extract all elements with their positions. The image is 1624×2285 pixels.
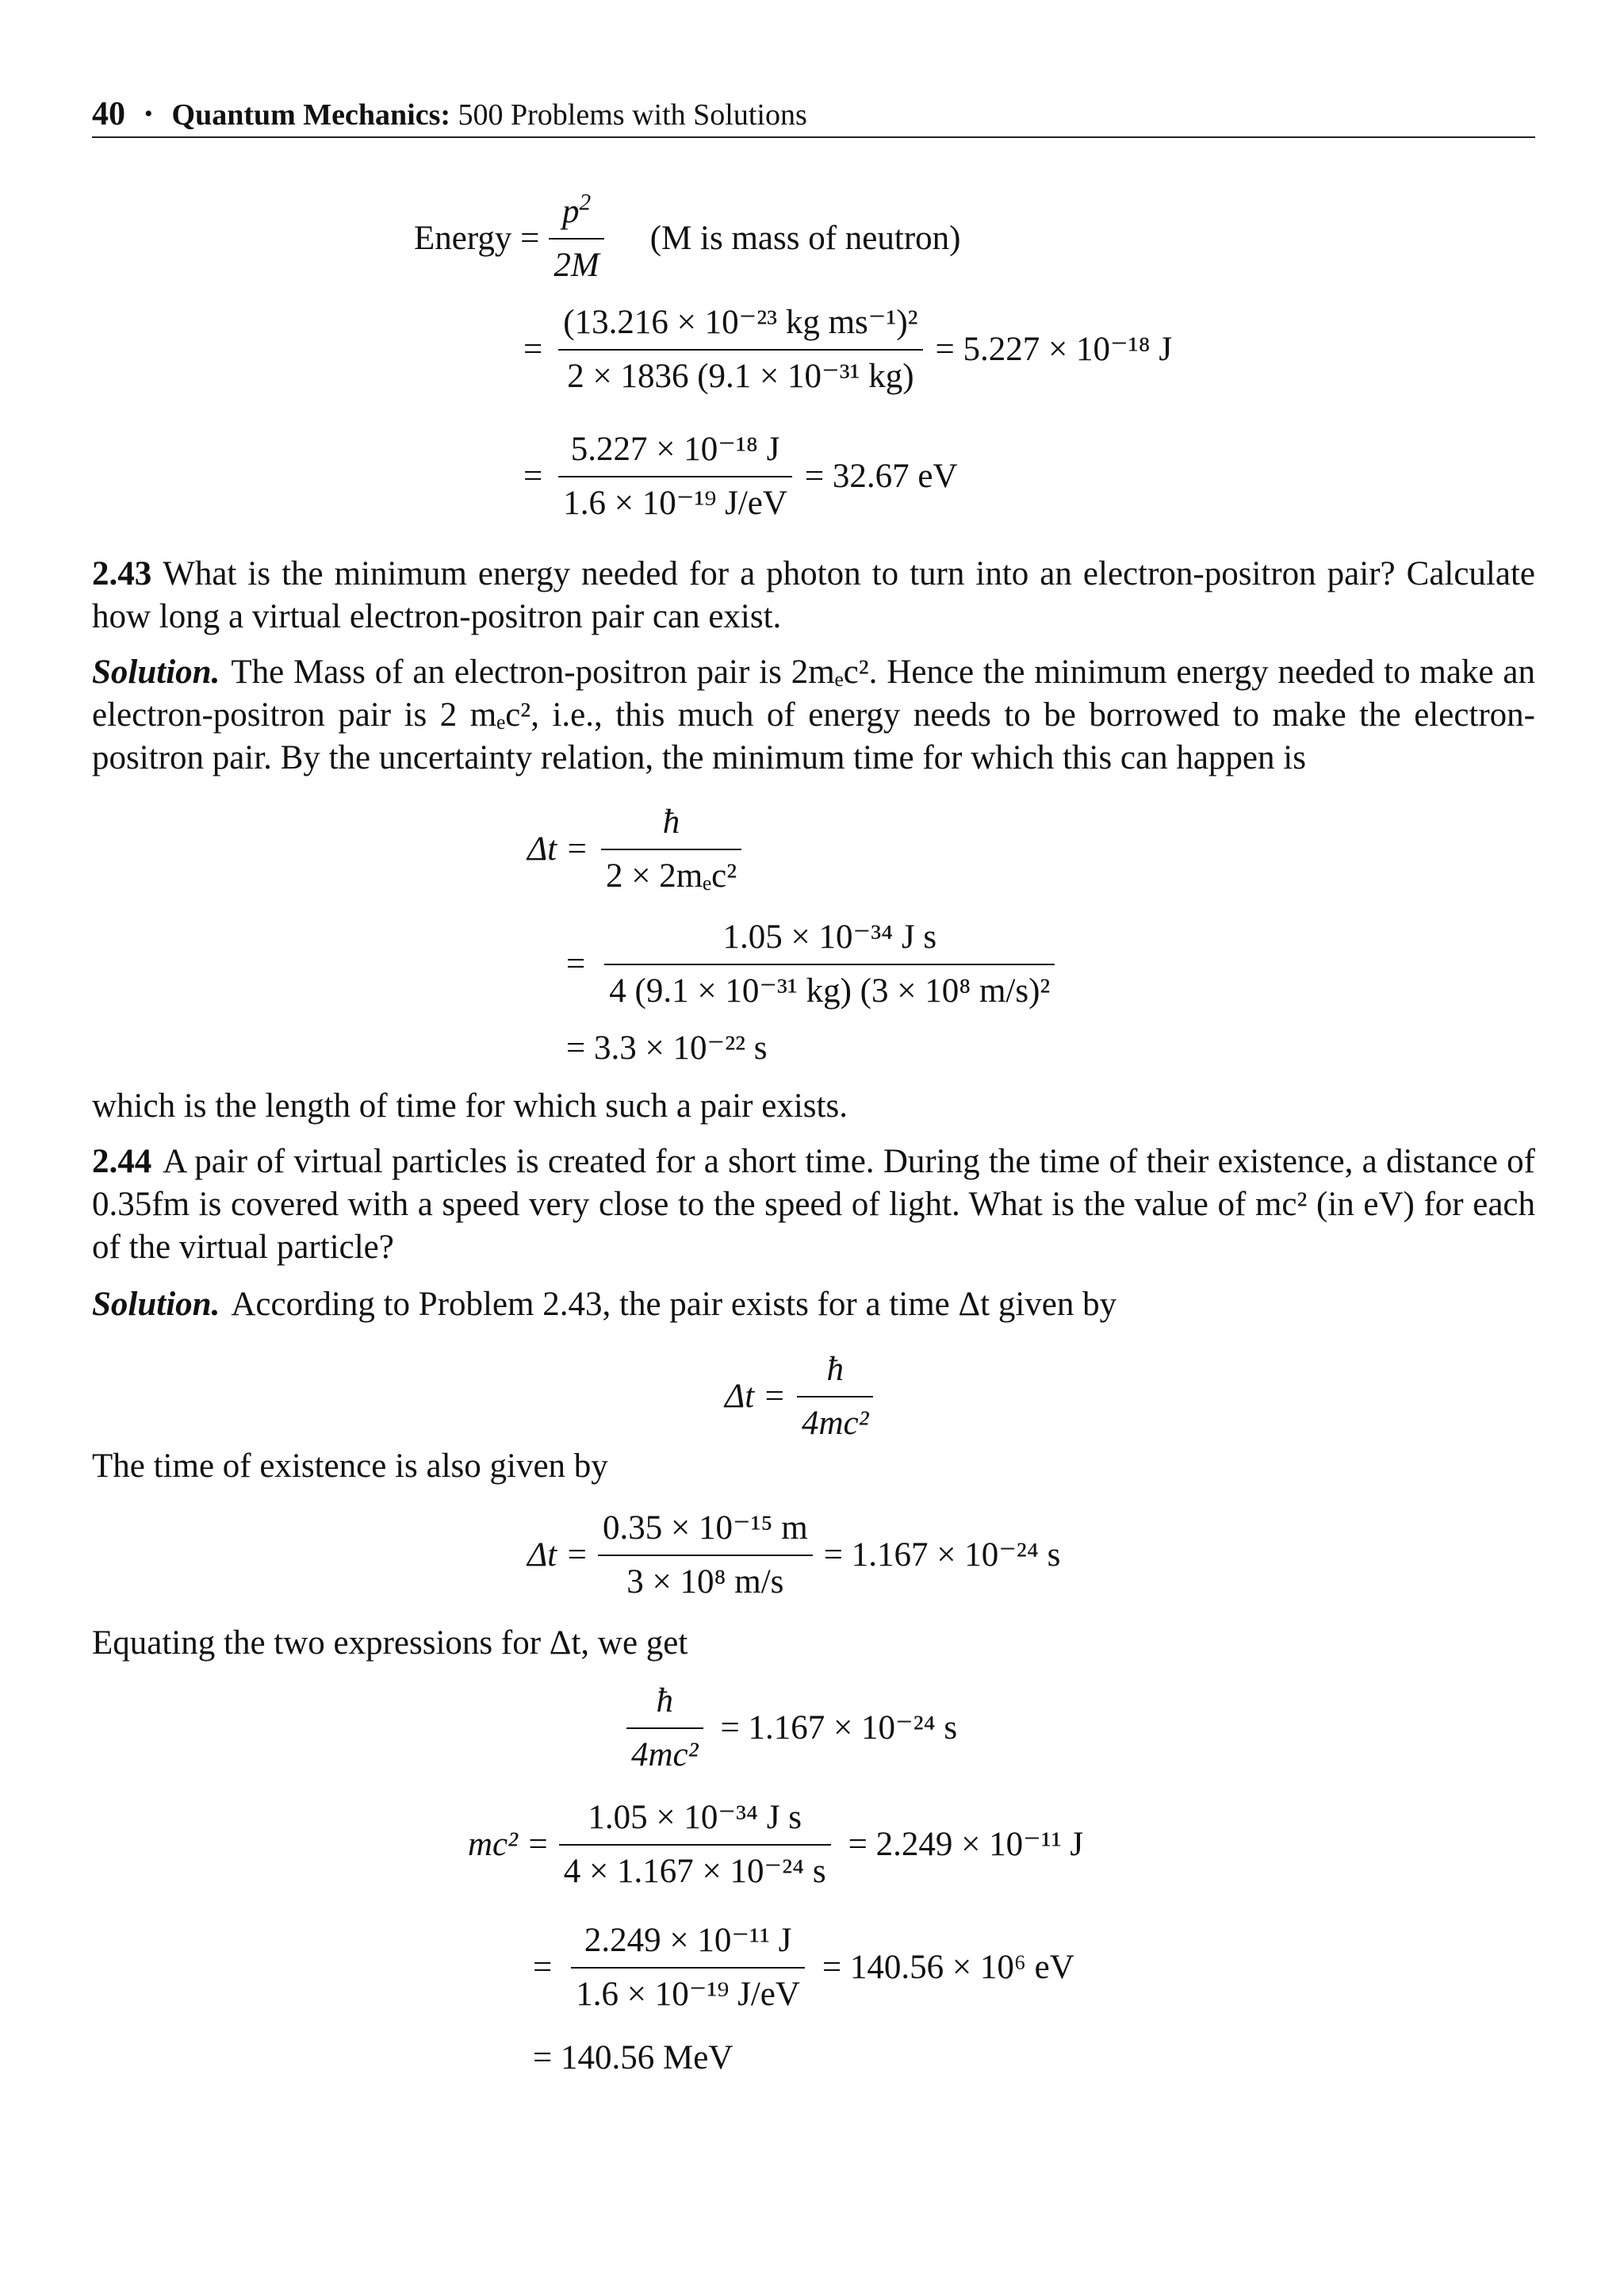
- page-number: 40: [92, 96, 125, 132]
- solution-2-44: [92, 1283, 1535, 1326]
- energy-step-2-den: 2 × 1836 (9.1 × 10⁻³¹ kg): [567, 357, 914, 395]
- problem-2-43: [92, 553, 1535, 638]
- dt-fraction-4: [598, 1507, 813, 1604]
- mc2-ev-equation: [533, 1919, 1074, 2016]
- dt-equation-3: [725, 1348, 873, 1445]
- hbar-den: 4mc²: [631, 1735, 699, 1773]
- book-subtitle: 500 Problems with Solutions: [450, 98, 807, 132]
- problem-2-43-text: What is the minimum energy needed for a photon to turn into an electron-positron pair? Calculate how long a virtual electron-positron pair can exist.: [92, 555, 1535, 635]
- mc2-den: 4 × 1.167 × 10⁻²⁴ s: [563, 1852, 826, 1890]
- equals-sign: =: [523, 457, 543, 495]
- dt-equation-2: [566, 916, 1055, 1013]
- dt-fraction-3: [797, 1348, 874, 1445]
- mc2-num: 1.05 × 10⁻³⁴ J s: [588, 1799, 802, 1836]
- energy-fraction: [549, 190, 603, 287]
- solution-2-43-text: The Mass of an electron-positron pair is 2mₑc². Hence the minimum energy needed to make an electron-positron pair is 2 mₑc², i.e., this much of energy needs to be borrowed to make the electron-positron pair. By the uncertainty relation, the minimum time for which this can happen is: [92, 654, 1535, 776]
- dt-den-1: 2 × 2mₑc²: [605, 857, 737, 895]
- problem-2-43-conclusion: which is the length of time for which such a pair exists.: [92, 1087, 848, 1125]
- energy-den: 2M: [553, 246, 599, 284]
- equals-sign: =: [533, 1948, 553, 1986]
- energy-step-3: [523, 428, 958, 525]
- hbar-equation: [626, 1680, 957, 1777]
- energy-equation: [414, 190, 960, 287]
- dt-result: = 3.3 × 10⁻²² s: [566, 1029, 768, 1067]
- energy-note: (M is mass of neutron): [649, 219, 961, 257]
- energy-step-2: [523, 301, 1172, 398]
- equals-sign: =: [523, 330, 543, 368]
- equals-sign: =: [566, 945, 586, 983]
- mc2-lhs: mc² =: [468, 1825, 550, 1863]
- dt-num-4: 0.35 × 10⁻¹⁵ m: [602, 1509, 808, 1547]
- solution-2-43-label: Solution.: [92, 654, 220, 691]
- header-bullet: •: [144, 101, 153, 127]
- dt-lhs-2: Δt =: [725, 1377, 786, 1415]
- solution-2-43: [92, 651, 1535, 780]
- mc2-ev-fraction: [571, 1919, 805, 2016]
- dt-lhs: Δt =: [527, 830, 588, 868]
- time-of-existence-line: The time of existence is also given by: [92, 1447, 608, 1485]
- problem-2-44-label: 2.44: [92, 1143, 152, 1180]
- dt-lhs-3: Δt =: [527, 1535, 588, 1574]
- energy-step-3-result: = 32.67 eV: [804, 457, 958, 495]
- book-title: Quantum Mechanics:: [171, 98, 451, 132]
- energy-num: p: [562, 193, 580, 230]
- problem-2-44: [92, 1141, 1535, 1269]
- mc2-ev-den: 1.6 × 10⁻¹⁹ J/eV: [576, 1975, 800, 2013]
- energy-step-3-fraction: [558, 428, 792, 525]
- mc2-result: = 2.249 × 10⁻¹¹ J: [848, 1825, 1084, 1863]
- hbar-num: ħ: [656, 1682, 674, 1720]
- energy-num-sup: 2: [579, 190, 592, 216]
- energy-lhs: Energy =: [414, 219, 540, 257]
- hbar-fraction: [626, 1680, 703, 1777]
- problem-2-43-label: 2.43: [92, 555, 152, 592]
- dt-den-2: 4 (9.1 × 10⁻³¹ kg) (3 × 10⁸ m/s)²: [609, 972, 1051, 1010]
- header-rule: [92, 136, 1535, 138]
- energy-step-2-result: = 5.227 × 10⁻¹⁸ J: [935, 330, 1173, 368]
- energy-step-3-den: 1.6 × 10⁻¹⁹ J/eV: [563, 484, 787, 522]
- dt-num-3: ħ: [826, 1351, 844, 1388]
- energy-step-2-fraction: [558, 301, 922, 398]
- mc2-equation: [468, 1796, 1083, 1893]
- dt-fraction-2: [604, 916, 1055, 1013]
- dt-equation-1: [527, 801, 741, 898]
- solution-2-44-label: Solution.: [92, 1286, 220, 1323]
- mc2-ev-result: = 140.56 × 10⁶ eV: [822, 1948, 1074, 1986]
- energy-step-3-num: 5.227 × 10⁻¹⁸ J: [570, 431, 780, 468]
- equating-line: Equating the two expressions for Δt, we get: [92, 1624, 688, 1662]
- dt-den-3: 4mc²: [801, 1404, 869, 1442]
- dt-result-2: = 1.167 × 10⁻²⁴ s: [823, 1535, 1061, 1574]
- mc2-ev-num: 2.249 × 10⁻¹¹ J: [584, 1922, 792, 1959]
- dt-num-2: 1.05 × 10⁻³⁴ J s: [722, 918, 937, 956]
- dt-equation-4: [527, 1507, 1060, 1604]
- running-header: [92, 94, 807, 136]
- dt-fraction-1: [601, 801, 741, 898]
- mc2-fraction: [559, 1796, 831, 1893]
- final-result: = 140.56 MeV: [533, 2039, 733, 2076]
- hbar-result: = 1.167 × 10⁻²⁴ s: [720, 1708, 958, 1746]
- energy-step-2-num: (13.216 × 10⁻²³ kg ms⁻¹)²: [563, 304, 918, 341]
- dt-num-1: ħ: [662, 803, 680, 841]
- dt-den-4: 3 × 10⁸ m/s: [626, 1562, 784, 1601]
- problem-2-44-text: A pair of virtual particles is created for a short time. During the time of their existence, a distance of 0.35fm is covered with a speed very close to the speed of light. What is the value of mc² (in eV) for each of the virtual particle?: [92, 1143, 1535, 1266]
- solution-2-44-text: According to Problem 2.43, the pair exists for a time Δt given by: [231, 1286, 1117, 1323]
